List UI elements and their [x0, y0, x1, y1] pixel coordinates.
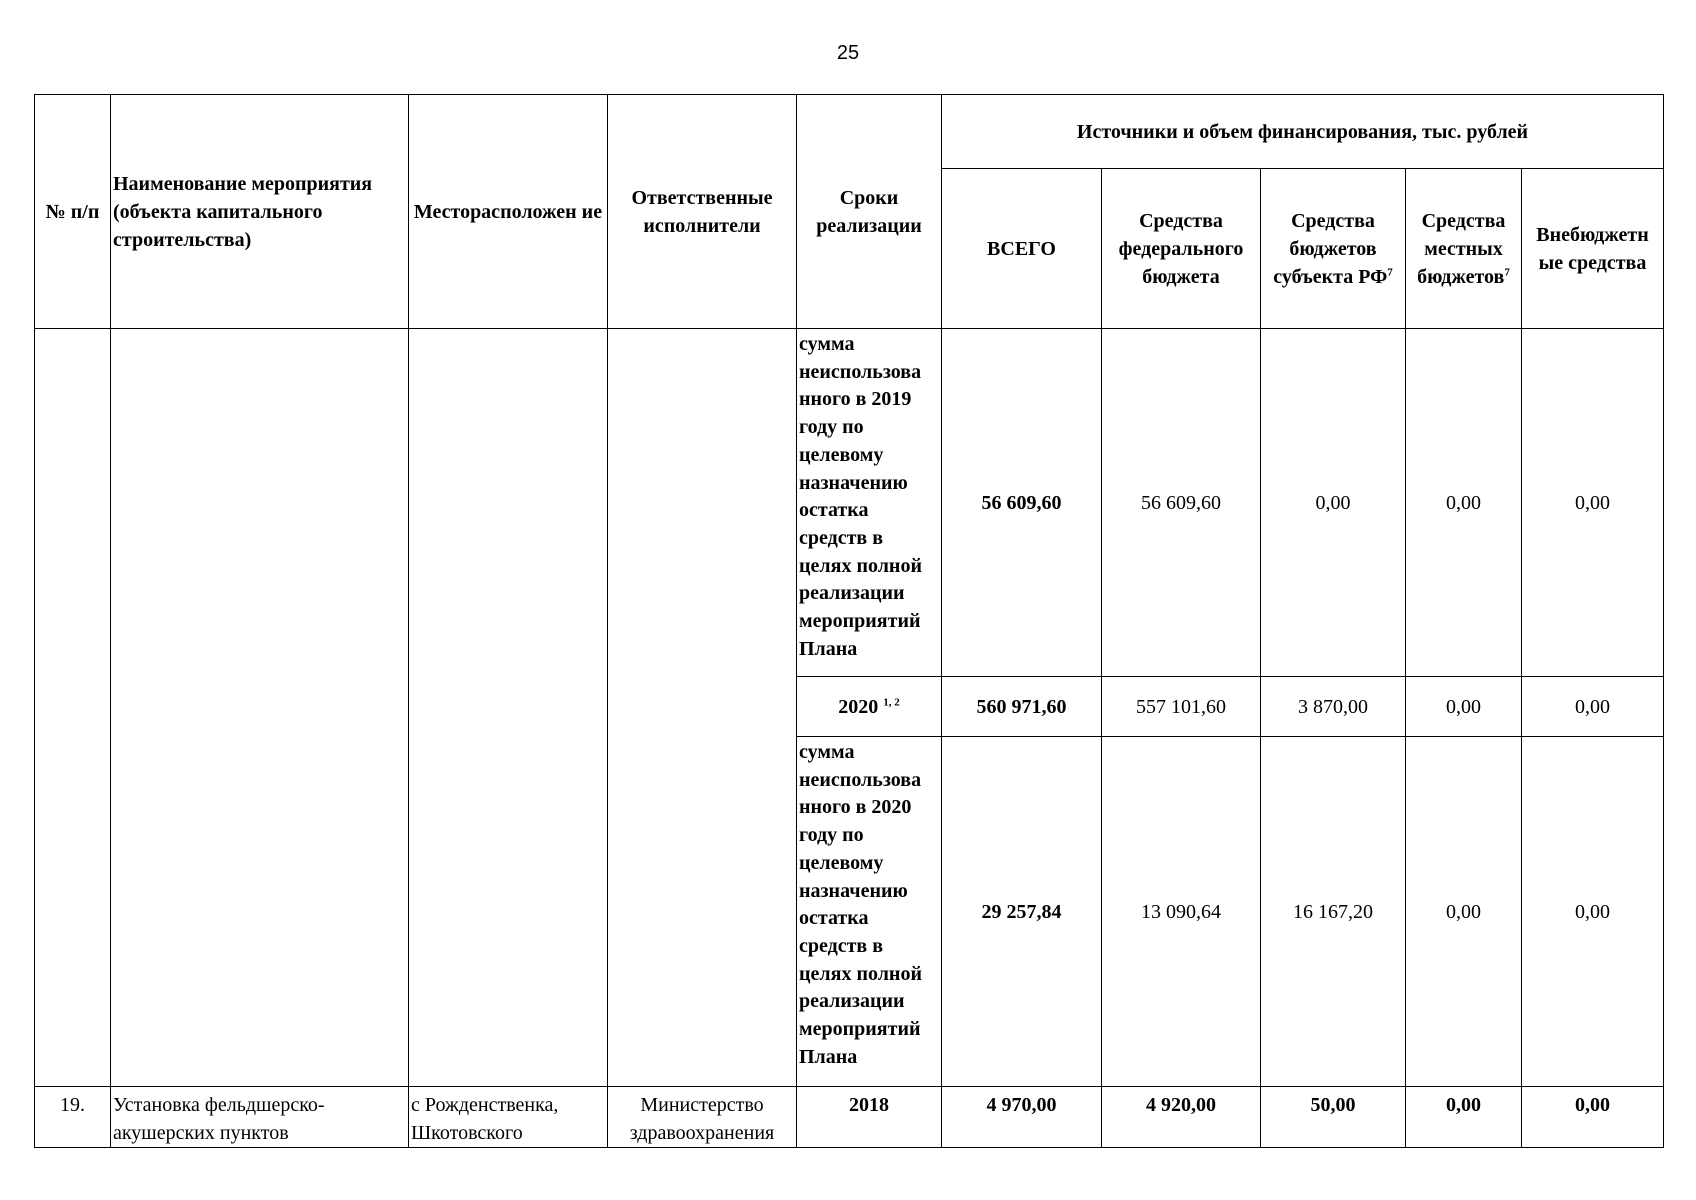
- cell-period: сумма неиспользова нного в 2019 году по целевому назначению остатка средств в целях полной реализации мероприятий Плана: [797, 329, 942, 677]
- col-header-regional-text: Средства бюджетов субъекта РФ: [1273, 209, 1388, 288]
- col-header-extra: Внебюджетн ые средства: [1522, 169, 1664, 329]
- cell-federal: 13 090,64: [1102, 737, 1261, 1087]
- col-header-funding-group: Источники и объем финансирования, тыс. рублей: [942, 95, 1664, 169]
- cell-regional: 3 870,00: [1261, 677, 1406, 737]
- cell-total: 56 609,60: [942, 329, 1102, 677]
- cell-location-empty: [409, 329, 608, 1087]
- cell-period: [797, 677, 942, 737]
- col-header-regional-sup: 7: [1387, 265, 1393, 278]
- cell-num-empty: [35, 329, 111, 1087]
- cell-period-sup: 1, 2: [883, 695, 900, 708]
- cell-regional: 50,00: [1261, 1087, 1406, 1148]
- cell-total: 4 970,00: [942, 1087, 1102, 1148]
- col-header-federal: Средства федерального бюджета: [1102, 169, 1261, 329]
- col-header-regional: [1261, 169, 1406, 329]
- col-header-local-text: Средства местных бюджетов: [1417, 209, 1506, 288]
- cell-extra: 0,00: [1522, 677, 1664, 737]
- cell-executors-empty: [608, 329, 797, 1087]
- col-header-local-sup: 7: [1504, 265, 1510, 278]
- cell-local: 0,00: [1406, 677, 1522, 737]
- col-header-executors: Ответственные исполнители: [608, 95, 797, 329]
- cell-local: 0,00: [1406, 329, 1522, 677]
- col-header-terms: Сроки реализации: [797, 95, 942, 329]
- header-row-1: [35, 95, 1664, 169]
- cell-period-year: 2020: [838, 695, 879, 718]
- col-header-name: Наименование мероприятия (объекта капитального строительства): [111, 95, 409, 329]
- col-header-total: ВСЕГО: [942, 169, 1102, 329]
- cell-location: с Рожденственка, Шкотовского: [409, 1087, 608, 1148]
- cell-name: Установка фельдшерско-акушерских пунктов: [111, 1087, 409, 1148]
- cell-regional: 0,00: [1261, 329, 1406, 677]
- cell-regional: 16 167,20: [1261, 737, 1406, 1087]
- cell-period: 2018: [797, 1087, 942, 1148]
- cell-num: 19.: [35, 1087, 111, 1148]
- col-header-location: Месторасположен ие: [409, 95, 608, 329]
- cell-period: сумма неиспользова нного в 2020 году по целевому назначению остатка средств в целях полной реализации мероприятий Плана: [797, 737, 942, 1087]
- cell-name-empty: [111, 329, 409, 1087]
- cell-federal: 56 609,60: [1102, 329, 1261, 677]
- cell-total: 560 971,60: [942, 677, 1102, 737]
- col-header-num: № п/п: [35, 95, 111, 329]
- cell-federal: 4 920,00: [1102, 1087, 1261, 1148]
- cell-executors: Министерство здравоохранения: [608, 1087, 797, 1148]
- cell-local: 0,00: [1406, 737, 1522, 1087]
- cell-extra: 0,00: [1522, 737, 1664, 1087]
- cell-extra: 0,00: [1522, 1087, 1664, 1148]
- col-header-local: [1406, 169, 1522, 329]
- cell-total: 29 257,84: [942, 737, 1102, 1087]
- table-row: [35, 1087, 1664, 1148]
- table-row: [35, 329, 1664, 677]
- financing-table: [34, 94, 1664, 1148]
- cell-local: 0,00: [1406, 1087, 1522, 1148]
- page-number: 25: [836, 42, 860, 64]
- cell-extra: 0,00: [1522, 329, 1664, 677]
- cell-federal: 557 101,60: [1102, 677, 1261, 737]
